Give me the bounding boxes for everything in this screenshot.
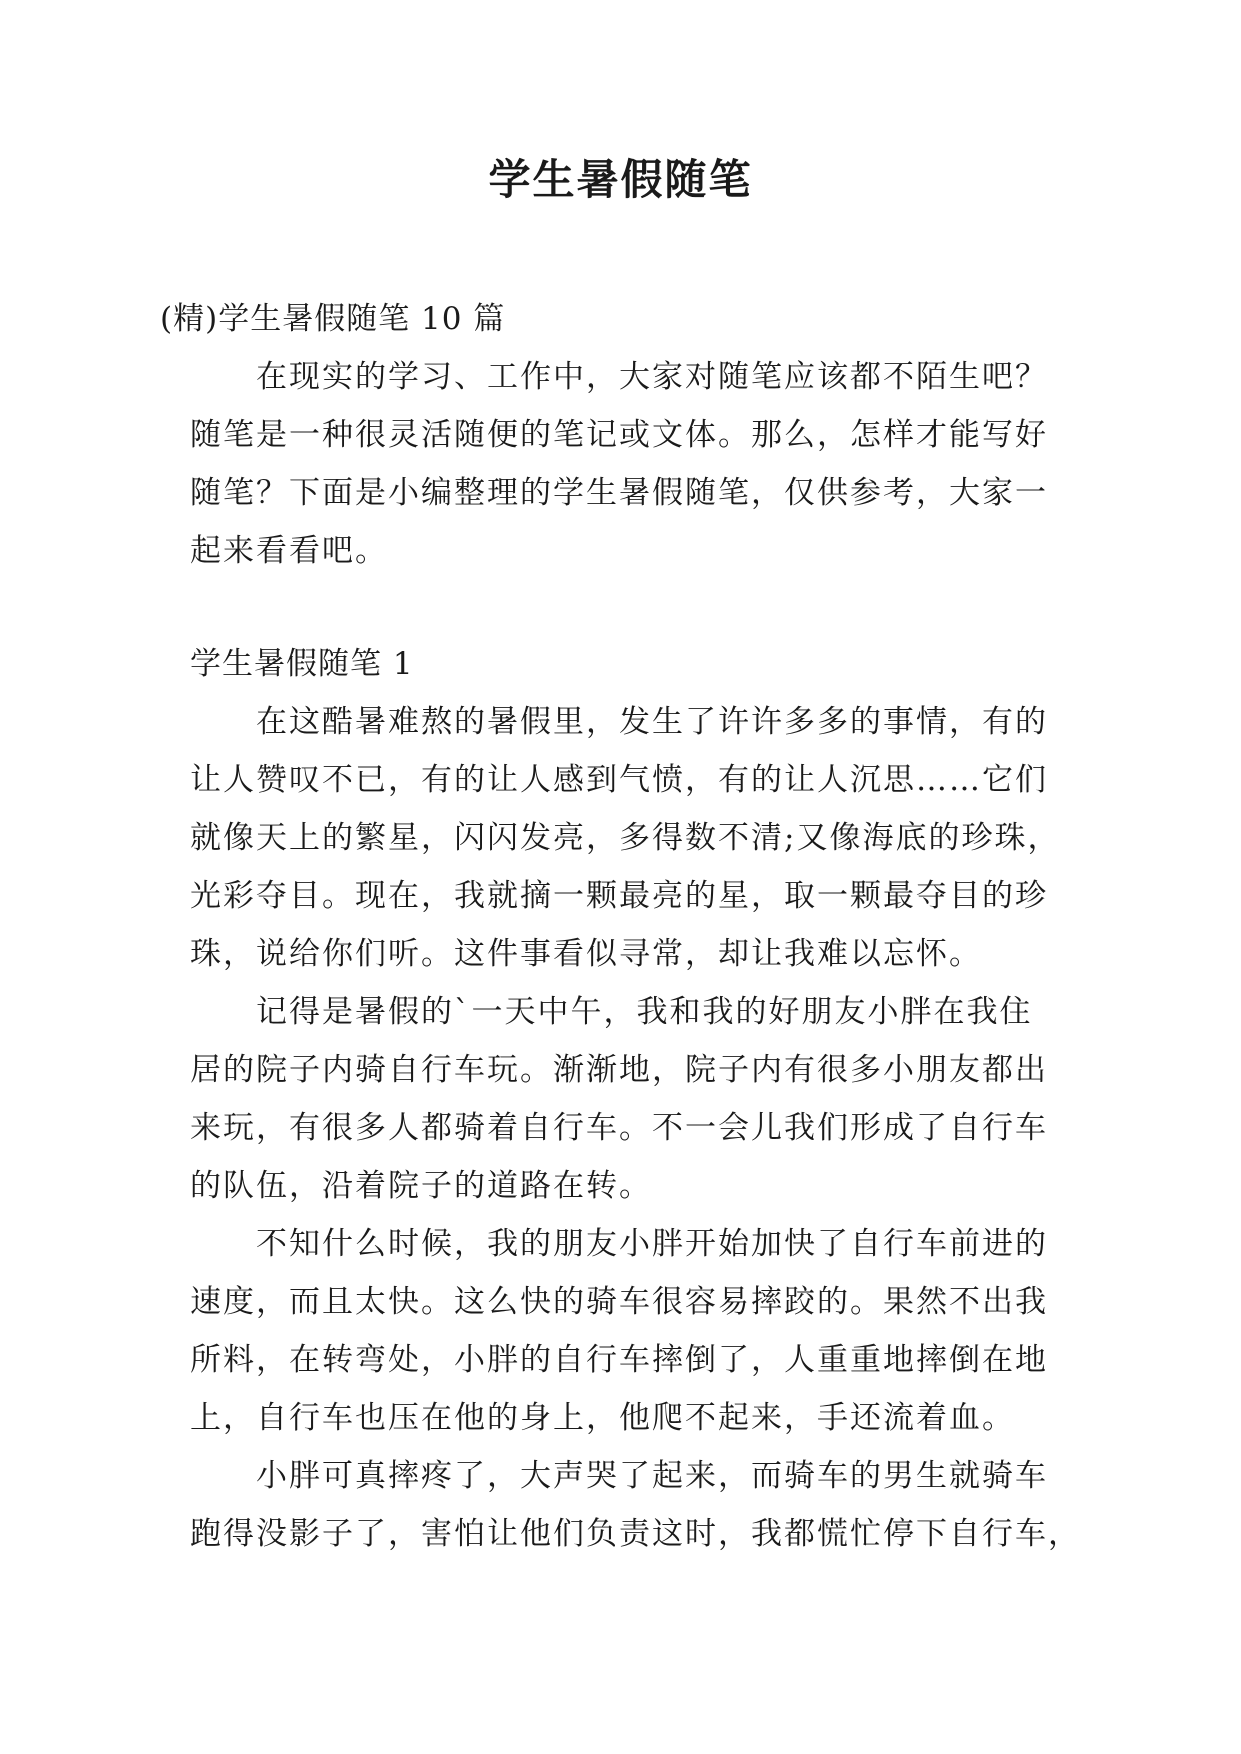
- paragraph-line: 小胖可真摔疼了，大声哭了起来，而骑车的男生就骑车: [256, 1458, 1048, 1494]
- paragraph-line: 跑得没影子了，害怕让他们负责这时，我都慌忙停下自行车，: [190, 1516, 1081, 1552]
- paragraph-line: 珠，说给你们听。这件事看似寻常，却让我难以忘怀。: [190, 936, 982, 972]
- intro-line: 随笔？下面是小编整理的学生暑假随笔，仅供参考，大家一: [190, 475, 1048, 511]
- section-heading: 学生暑假随笔 1: [190, 646, 414, 682]
- intro-line: 起来看看吧。: [190, 533, 388, 569]
- paragraph-line: 速度，而且太快。这么快的骑车很容易摔跤的。果然不出我: [190, 1284, 1048, 1320]
- paragraph-line: 就像天上的繁星，闪闪发亮，多得数不清;又像海底的珍珠，: [190, 820, 1061, 856]
- document-subtitle: (精)学生暑假随笔 10 篇: [160, 301, 506, 337]
- paragraph-line: 来玩，有很多人都骑着自行车。不一会儿我们形成了自行车: [190, 1110, 1048, 1146]
- paragraph-line: 上，自行车也压在他的身上，他爬不起来，手还流着血。: [190, 1400, 1015, 1436]
- paragraph: [190, 983, 1050, 1215]
- paragraph-line: 居的院子内骑自行车玩。渐渐地，院子内有很多小朋友都出: [190, 1052, 1048, 1088]
- paragraph-line: 让人赞叹不已，有的让人感到气愤，有的让人沉思……它们: [190, 762, 1048, 798]
- section-body: [190, 693, 1081, 1563]
- paragraph-line: 所料，在转弯处，小胖的自行车摔倒了，人重重地摔倒在地: [190, 1342, 1048, 1378]
- paragraph: [190, 693, 1061, 983]
- paragraph-line: 光彩夺目。现在，我就摘一颗最亮的星，取一颗最夺目的珍: [190, 878, 1048, 914]
- intro-paragraph: [190, 348, 1050, 580]
- intro-line: 在现实的学习、工作中，大家对随笔应该都不陌生吧？: [256, 359, 1048, 395]
- paragraph-line: 的队伍，沿着院子的道路在转。: [190, 1168, 652, 1204]
- paragraph-line: 不知什么时候，我的朋友小胖开始加快了自行车前进的: [256, 1226, 1048, 1262]
- paragraph-line: 在这酷暑难熬的暑假里，发生了许许多多的事情，有的: [256, 704, 1048, 740]
- paragraph: [190, 1447, 1081, 1563]
- document-title: 学生暑假随笔: [488, 155, 753, 204]
- paragraph: [190, 1215, 1050, 1447]
- paragraph-line: 记得是暑假的`一天中午，我和我的好朋友小胖在我住: [256, 994, 1033, 1030]
- intro-line: 随笔是一种很灵活随便的笔记或文体。那么，怎样才能写好: [190, 417, 1048, 453]
